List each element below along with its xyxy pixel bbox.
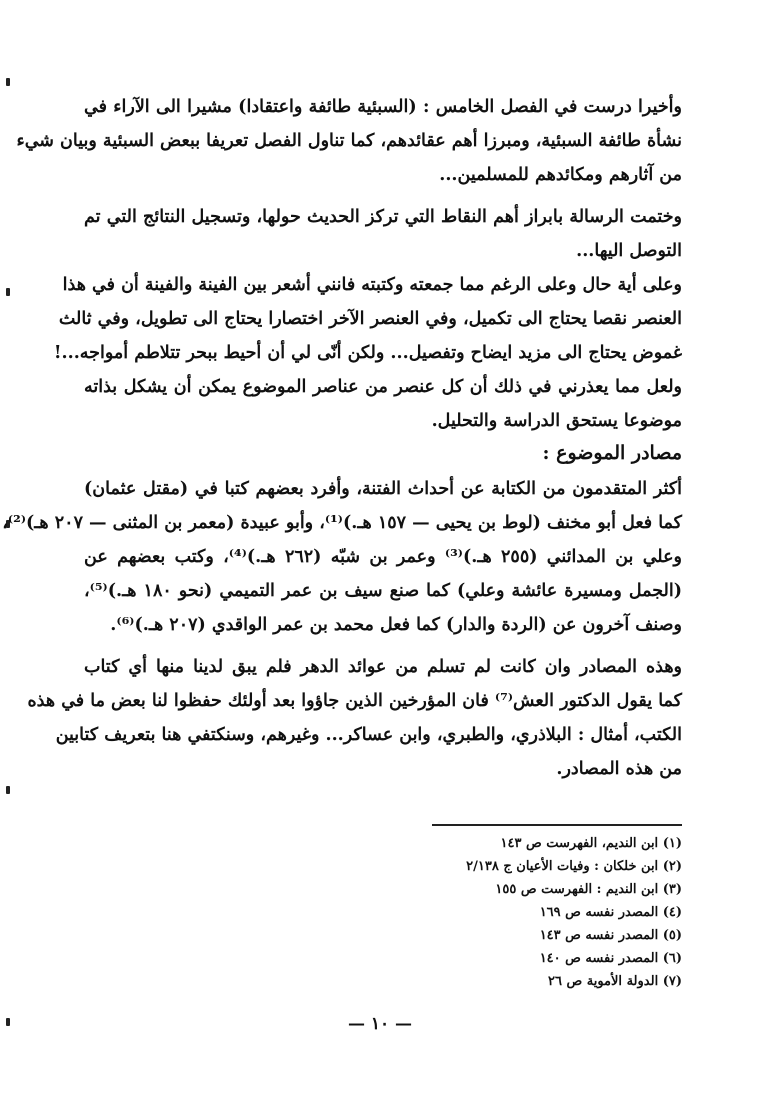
paragraph-reflection — [53, 268, 682, 438]
text-line: كما يقول الدكتور العش⁽⁷⁾ فان المؤرخين الذين جاؤوا بعد أولئك حفظوا لنا بعض ما في هذه — [27, 691, 682, 711]
footnote: (١) ابن النديم، الفهرست ص ١٤٣ — [500, 836, 682, 851]
footnote: (٣) ابن النديم : الفهرست ص ١٥٥ — [495, 882, 682, 897]
text-line: وصنف آخرون عن (الردة والدار) كما فعل محمد بن عمر الواقدي (٢٠٧ هـ.)⁽⁶⁾. — [110, 615, 682, 635]
scan-mark — [6, 1018, 10, 1026]
text-line: وعلى أية حال وعلى الرغم مما جمعته وكتبته فانني أشعر بين الفينة والفينة أن في هذا — [62, 275, 682, 295]
footnote-separator — [432, 824, 682, 826]
text-line: موضوعا يستحق الدراسة والتحليل. — [431, 411, 682, 431]
scan-mark — [6, 288, 10, 296]
footnotes — [380, 832, 682, 993]
text-line: التوصل اليها... — [576, 241, 682, 261]
footnote: (٥) المصدر نفسه ص ١٤٣ — [539, 928, 682, 943]
text-line: وهذه المصادر وان كانت لم تسلم من عوائد الدهر فلم يبق لدينا منها أي كتاب — [84, 657, 682, 677]
footnote: (٤) المصدر نفسه ص ١٦٩ — [539, 905, 682, 920]
text-line: وختمت الرسالة بابراز أهم النقاط التي تركز الحديث حولها، وتسجيل النتائج التي تم — [84, 207, 682, 227]
text-line: وأخيرا درست في الفصل الخامس : (السبئية طائفة واعتقادا) مشيرا الى الآراء في — [84, 97, 682, 117]
paragraph-sources — [2, 472, 682, 642]
text-line: من آثارهم ومكائدهم للمسلمين... — [439, 165, 682, 185]
footnote: (٦) المصدر نفسه ص ١٤٠ — [539, 951, 682, 966]
paragraph-later-historians — [27, 650, 682, 786]
text-line: غموض يحتاج الى مزيد ايضاح وتفصيل... ولكن أنّى لي أن أحيط ببحر تتلاطم أمواجه...! — [53, 343, 682, 363]
scan-mark — [6, 78, 10, 86]
text-line: أكثر المتقدمون من الكتابة عن أحداث الفتنة، وأفرد بعضهم كتبا في (مقتل عثمان) — [84, 479, 682, 499]
paragraph-chapter-five — [16, 90, 682, 192]
text-line: كما فعل أبو مخنف (لوط بن يحيى — ١٥٧ هـ.)⁽¹⁾، وأبو عبيدة (معمر بن المثنى — ٢٠٧ هـ)⁽²⁾، — [2, 513, 682, 533]
text-line: ولعل مما يعذرني في ذلك أن كل عنصر من عناصر الموضوع يمكن أن يشكل بذاته — [84, 377, 682, 397]
text-line: (الجمل ومسيرة عائشة وعلي) كما صنع سيف بن عمر التميمي (نحو ١٨٠ هـ.)⁽⁵⁾، — [84, 581, 682, 601]
text-line: وعلي بن المدائني (٢٥٥ هـ.)⁽³⁾ وعمر بن شبّه (٢٦٢ هـ.)⁽⁴⁾، وكتب بعضهم عن — [84, 547, 682, 567]
text-line: الكتب، أمثال : البلاذري، والطبري، وابن عساكر... وغيرهم، وسنكتفي هنا بتعريف كتابين — [55, 725, 682, 745]
text-line: العنصر نقصا يحتاج الى تكميل، وفي العنصر الآخر اختصارا يحتاج الى تطويل، وفي ثالث — [58, 309, 682, 329]
section-heading: مصادر الموضوع : — [542, 442, 682, 464]
paragraph-conclusion — [84, 200, 682, 268]
text-line: نشأة طائفة السبئية، ومبرزا أهم عقائدهم، كما تناول الفصل تعريفا ببعض السبئية وبيان شيء — [16, 131, 682, 151]
footnote: (٧) الدولة الأموية ص ٢٦ — [548, 974, 682, 989]
text-line: من هذه المصادر. — [556, 759, 682, 779]
page-number: — ١٠ — — [347, 1014, 413, 1034]
scan-mark — [6, 786, 10, 794]
footnote: (٢) ابن خلكان : وفيات الأعيان ج ٢/١٣٨ — [466, 859, 682, 874]
